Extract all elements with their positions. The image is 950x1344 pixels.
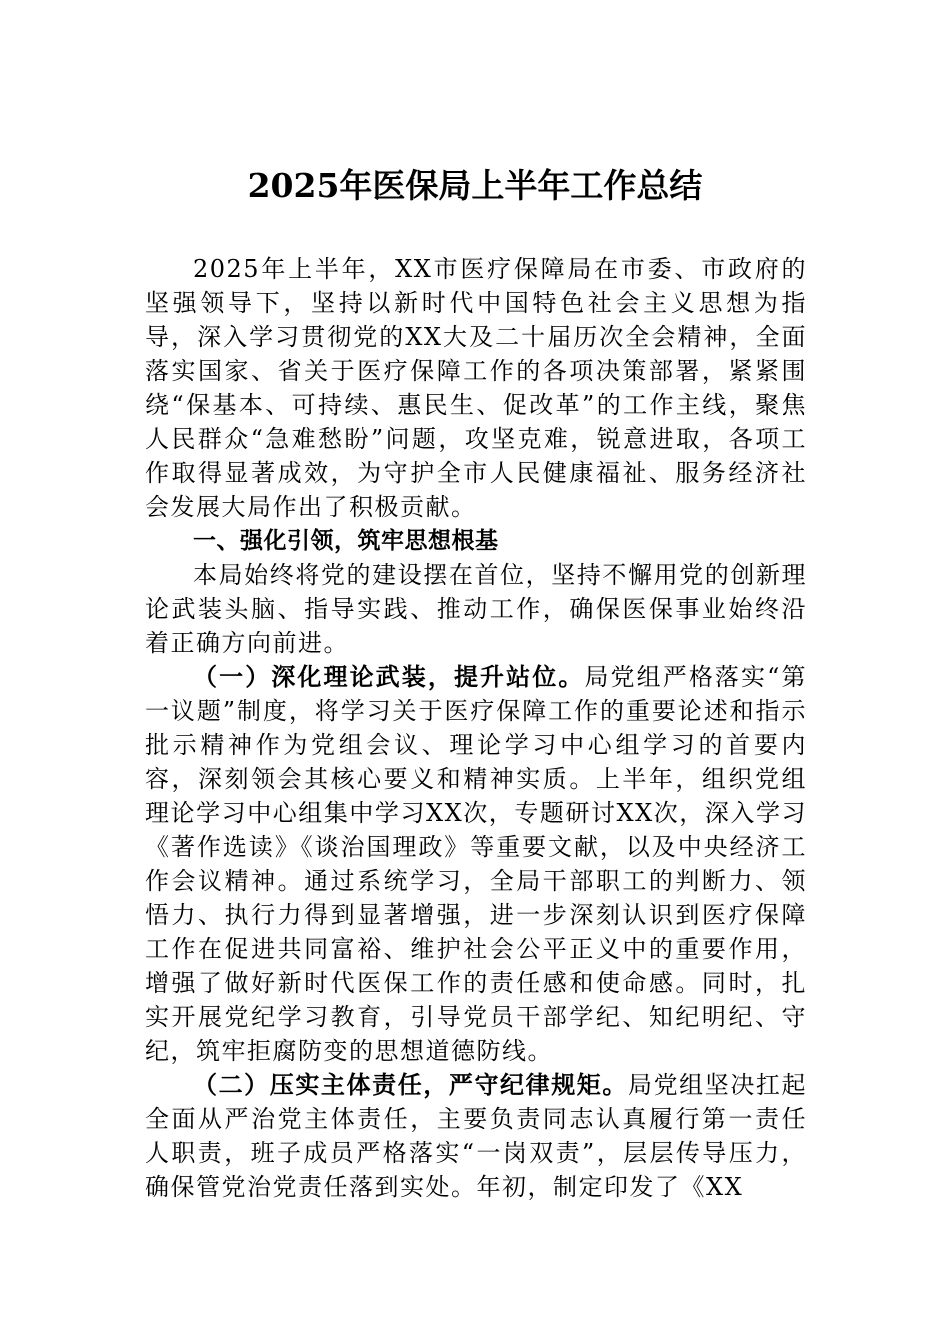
item-one-lead: （一）深化理论武装，提升站位。	[193, 662, 585, 691]
section-heading: 一、强化引领，筑牢思想根基	[193, 528, 499, 554]
document-title: 2025年医保局上半年工作总结	[247, 166, 703, 205]
intro-paragraph: 2025年上半年，XX市医疗保障局在市委、市政府的坚强领导下，坚持以新时代中国特色社会主义思想为指导，深入学习贯彻党的XX大及二十届历次全会精神，全面落实国家、省关于医疗保障工作的各项决策部署，紧紧围绕“保基本、可持续、惠民生、促改革”的工作主线，聚焦人民群众“急难愁盼”问题，攻坚克难，锐意进取，各项工作取得显著成效，为守护全市人民健康福祉、服务经济社会发展大局作出了积极贡献。	[145, 255, 807, 521]
section-intro-paragraph: 本局始终将党的建设摆在首位，坚持不懈用党的创新理论武装头脑、指导实践、推动工作，确保医保事业始终沿着正确方向前进。	[145, 561, 807, 657]
item-one-paragraph	[145, 660, 807, 1068]
item-two-lead: （二）压实主体责任，严守纪律规矩。	[193, 1070, 628, 1099]
document-body	[145, 252, 807, 1204]
item-one-text: 局党组严格落实“第一议题”制度，将学习关于医疗保障工作的重要论述和指示批示精神作为党组会议、理论学习中心组学习的首要内容，深刻领会其核心要义和精神实质。上半年，组织党组理论学习中心组集中学习XX次，专题研讨XX次，深入学习《著作选读》《谈治国理政》等重要文献，以及中央经济工作会议精神。通过系统学习，全局干部职工的判断力、领悟力、执行力得到显著增强，进一步深刻认识到医疗保障工作在促进共同富裕、维护社会公平正义中的重要作用，增强了做好新时代医保工作的责任感和使命感。同时，扎实开展党纪学习教育，引导党员干部学纪、知纪明纪、守纪，筑牢拒腐防变的思想道德防线。	[145, 663, 807, 1065]
item-two-text: 局党组坚决扛起全面从严治党主体责任，主要负责同志认真履行第一责任人职责，班子成员严格落实“一岗双责”，层层传导压力，确保管党治党责任落到实处。年初，制定印发了《XX	[145, 1071, 808, 1201]
item-two-paragraph	[145, 1068, 807, 1204]
